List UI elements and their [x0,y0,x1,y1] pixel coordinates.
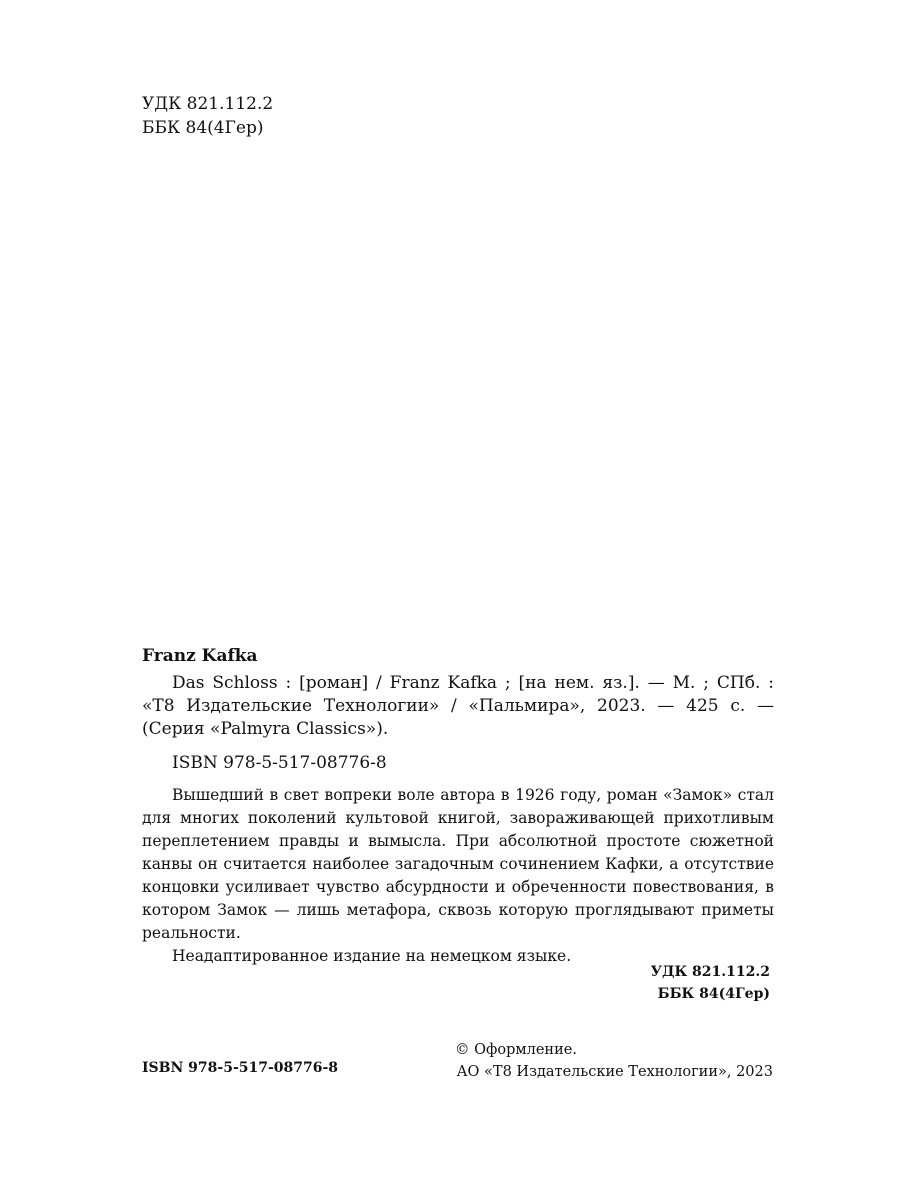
publisher-line: АО «Т8 Издательские Технологии», 2023 [456,1064,773,1080]
classification-codes-bottom [556,961,770,1005]
isbn-line: ISBN 978-5-517-08776-8 [172,753,387,773]
bbk-code: ББК 84(4Гер) [657,986,770,1002]
udk-code: УДК 821.112.2 [650,964,770,980]
edition-note: Неадаптированное издание на немецком языке. [172,947,572,965]
isbn-footer: ISBN 978-5-517-08776-8 [142,1060,339,1076]
annotation-paragraph: Вышедший в свет вопреки воле автора в 1926 году, роман «Замок» стал для многих поколений культовой книгой, завораживающей прихотливым переплетением правды и вымысла. При абсолютной простоте сюжетной канвы он считается наиболее загадочным сочинением Кафки, а отсутствие концовки усиливает чувство абсурдности и обреченности повествования, в котором Замок — лишь метафора, сквозь которую проглядывают приметы реальности. [142,786,774,942]
bbk-code: ББК 84(4Гер) [142,118,264,138]
udk-code: УДК 821.112.2 [142,94,274,114]
author-name: Franz Kafka [142,646,258,666]
bibliographic-description: Das Schloss : [роман] / Franz Kafka ; [на нем. яз.]. — М. ; СПб. : «Т8 Издательские Технологии» / «Пальмира», 2023. — 425 с. — (Серия «Palmyra Classics»). [142,673,774,739]
copyright-notice [380,1039,773,1083]
annotation [142,784,774,968]
classification-codes-top [142,92,273,140]
bibliographic-record [142,644,774,968]
copyright-line: © Оформление. [455,1042,577,1058]
